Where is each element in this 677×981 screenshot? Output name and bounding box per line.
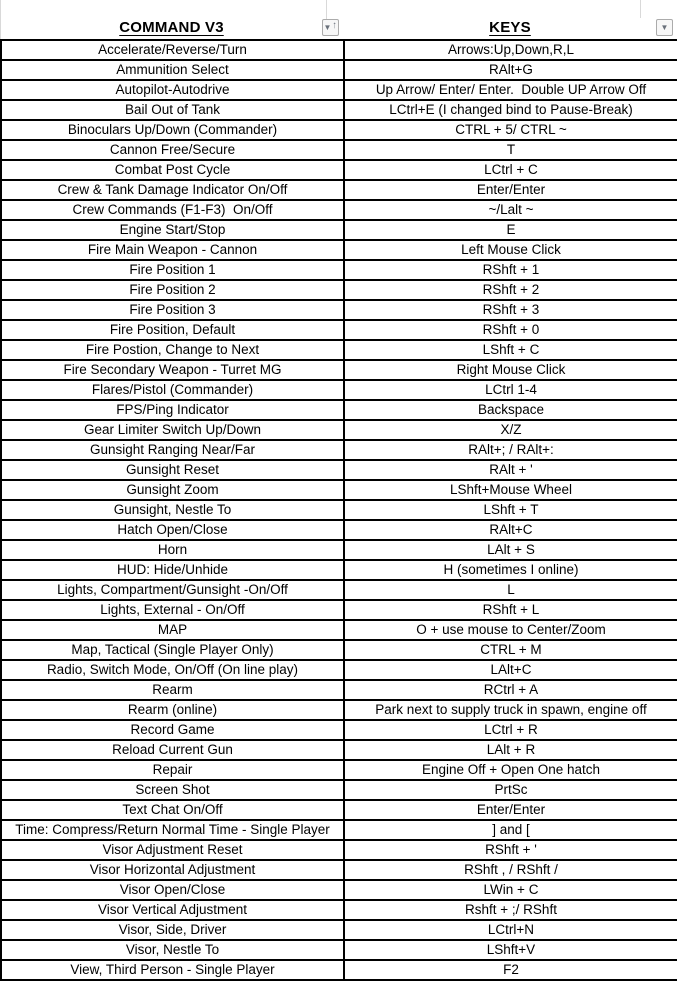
command-cell[interactable]: Record Game xyxy=(1,720,344,740)
table-row xyxy=(1,240,677,260)
command-cell[interactable]: Radio, Switch Mode, On/Off (On line play) xyxy=(1,660,344,680)
table-row xyxy=(1,720,677,740)
keys-cell[interactable]: LCtrl 1-4 xyxy=(344,380,677,400)
keys-cell[interactable]: RShft + 1 xyxy=(344,260,677,280)
table-row xyxy=(1,620,677,640)
command-cell[interactable]: Gunsight, Nestle To xyxy=(1,500,344,520)
command-cell[interactable]: MAP xyxy=(1,620,344,640)
command-cell[interactable]: Crew Commands (F1-F3) On/Off xyxy=(1,200,344,220)
keys-cell[interactable]: RAlt+; / RAlt+: xyxy=(344,440,677,460)
keys-cell[interactable]: Arrows:Up,Down,R,L xyxy=(344,40,677,60)
keys-cell[interactable]: PrtSc xyxy=(344,780,677,800)
sort-dropdown-triangle-icon: ▼ xyxy=(323,22,332,32)
command-sort-filter-button[interactable] xyxy=(322,19,339,36)
keys-cell[interactable]: Left Mouse Click xyxy=(344,240,677,260)
table-row xyxy=(1,420,677,440)
keys-cell[interactable]: ] and [ xyxy=(344,820,677,840)
table-row xyxy=(1,880,677,900)
keys-cell[interactable]: RShft + 2 xyxy=(344,280,677,300)
table-row xyxy=(1,480,677,500)
command-cell[interactable]: Lights, Compartment/Gunsight -On/Off xyxy=(1,580,344,600)
table-row xyxy=(1,160,677,180)
keys-cell[interactable]: LShft + C xyxy=(344,340,677,360)
command-cell[interactable]: View, Third Person - Single Player xyxy=(1,960,344,980)
table-row xyxy=(1,740,677,760)
keys-cell[interactable]: CTRL + M xyxy=(344,640,677,660)
table-row xyxy=(1,920,677,940)
table-row xyxy=(1,140,677,160)
table-row xyxy=(1,780,677,800)
table-row xyxy=(1,460,677,480)
command-cell[interactable]: Fire Position 2 xyxy=(1,280,344,300)
command-cell[interactable]: Visor, Side, Driver xyxy=(1,920,344,940)
command-cell[interactable]: Accelerate/Reverse/Turn xyxy=(1,40,344,60)
command-cell[interactable]: Rearm (online) xyxy=(1,700,344,720)
command-cell[interactable]: HUD: Hide/Unhide xyxy=(1,560,344,580)
table-row xyxy=(1,380,677,400)
table-row xyxy=(1,80,677,100)
command-cell[interactable]: Time: Compress/Return Normal Time - Single Player xyxy=(1,820,344,840)
keys-cell[interactable]: Enter/Enter xyxy=(344,180,677,200)
command-cell[interactable]: Fire Position, Default xyxy=(1,320,344,340)
keys-cell[interactable]: Enter/Enter xyxy=(344,800,677,820)
keys-cell[interactable]: LAlt + R xyxy=(344,740,677,760)
command-cell[interactable]: Visor Vertical Adjustment xyxy=(1,900,344,920)
keys-cell[interactable]: RAlt + ' xyxy=(344,460,677,480)
command-cell[interactable]: Gunsight Reset xyxy=(1,460,344,480)
keys-cell[interactable]: RShft + L xyxy=(344,600,677,620)
table-row xyxy=(1,340,677,360)
table-header xyxy=(0,0,677,39)
filter-dropdown-triangle-icon: ▼ xyxy=(660,22,669,32)
keys-cell[interactable]: CTRL + 5/ CTRL ~ xyxy=(344,120,677,140)
table-row xyxy=(1,540,677,560)
table-row xyxy=(1,940,677,960)
keys-cell[interactable]: RAlt+G xyxy=(344,60,677,80)
command-cell[interactable]: Reload Current Gun xyxy=(1,740,344,760)
keys-cell[interactable]: Up Arrow/ Enter/ Enter. Double UP Arrow Off xyxy=(344,80,677,100)
command-cell[interactable]: Combat Post Cycle xyxy=(1,160,344,180)
table-row xyxy=(1,180,677,200)
keys-cell[interactable]: F2 xyxy=(344,960,677,980)
table-row xyxy=(1,200,677,220)
keys-cell[interactable]: RShft + 3 xyxy=(344,300,677,320)
table-row xyxy=(1,580,677,600)
table-row xyxy=(1,280,677,300)
command-cell[interactable]: Gear Limiter Switch Up/Down xyxy=(1,420,344,440)
keys-cell[interactable]: Rshft + ;/ RShft xyxy=(344,900,677,920)
keys-cell[interactable]: L xyxy=(344,580,677,600)
command-cell[interactable]: Visor Adjustment Reset xyxy=(1,840,344,860)
command-cell[interactable]: Visor, Nestle To xyxy=(1,940,344,960)
keys-cell[interactable]: LCtrl + C xyxy=(344,160,677,180)
keys-cell[interactable]: Backspace xyxy=(344,400,677,420)
command-cell[interactable]: Autopilot-Autodrive xyxy=(1,80,344,100)
column-header-keys[interactable] xyxy=(343,0,677,39)
keys-cell[interactable]: T xyxy=(344,140,677,160)
table-row xyxy=(1,400,677,420)
keys-cell[interactable]: RShft , / RShft / xyxy=(344,860,677,880)
command-cell[interactable]: Map, Tactical (Single Player Only) xyxy=(1,640,344,660)
table-row xyxy=(1,100,677,120)
keys-cell[interactable]: Right Mouse Click xyxy=(344,360,677,380)
keys-cell[interactable]: Park next to supply truck in spawn, engine off xyxy=(344,700,677,720)
command-cell[interactable]: Fire Main Weapon - Cannon xyxy=(1,240,344,260)
command-column-label: COMMAND V3 xyxy=(119,19,224,36)
keys-cell[interactable]: LShft+Mouse Wheel xyxy=(344,480,677,500)
keys-column-label: KEYS xyxy=(489,19,531,36)
table-row xyxy=(1,840,677,860)
table-row xyxy=(1,820,677,840)
keys-cell[interactable]: X/Z xyxy=(344,420,677,440)
command-cell[interactable]: Crew & Tank Damage Indicator On/Off xyxy=(1,180,344,200)
keybind-table xyxy=(0,39,677,981)
keys-cell[interactable]: ~/Lalt ~ xyxy=(344,200,677,220)
command-cell[interactable]: Engine Start/Stop xyxy=(1,220,344,240)
table-row xyxy=(1,520,677,540)
command-cell[interactable]: Repair xyxy=(1,760,344,780)
keys-cell[interactable]: RShft + 0 xyxy=(344,320,677,340)
keys-cell[interactable]: LAlt+C xyxy=(344,660,677,680)
column-header-command[interactable] xyxy=(0,0,343,39)
command-cell[interactable]: Screen Shot xyxy=(1,780,344,800)
command-cell[interactable]: Binoculars Up/Down (Commander) xyxy=(1,120,344,140)
table-row xyxy=(1,440,677,460)
command-cell[interactable]: Lights, External - On/Off xyxy=(1,600,344,620)
table-row xyxy=(1,960,677,980)
command-cell[interactable]: Fire Postion, Change to Next xyxy=(1,340,344,360)
table-row xyxy=(1,500,677,520)
keys-cell[interactable]: RCtrl + A xyxy=(344,680,677,700)
command-cell[interactable]: Rearm xyxy=(1,680,344,700)
table-row xyxy=(1,300,677,320)
keys-cell[interactable]: LShft + T xyxy=(344,500,677,520)
keys-cell[interactable]: RShft + ' xyxy=(344,840,677,860)
table-row xyxy=(1,560,677,580)
keys-cell[interactable]: H (sometimes I online) xyxy=(344,560,677,580)
table-row xyxy=(1,320,677,340)
command-cell[interactable]: Text Chat On/Off xyxy=(1,800,344,820)
table-row xyxy=(1,860,677,880)
table-row xyxy=(1,360,677,380)
table-row xyxy=(1,60,677,80)
table-row xyxy=(1,120,677,140)
keys-cell[interactable]: O + use mouse to Center/Zoom xyxy=(344,620,677,640)
table-row xyxy=(1,680,677,700)
command-cell[interactable]: Horn xyxy=(1,540,344,560)
command-cell[interactable]: Bail Out of Tank xyxy=(1,100,344,120)
table-row xyxy=(1,260,677,280)
command-cell[interactable]: Gunsight Ranging Near/Far xyxy=(1,440,344,460)
command-cell[interactable]: Visor Horizontal Adjustment xyxy=(1,860,344,880)
keys-cell[interactable]: LShft+V xyxy=(344,940,677,960)
table-row xyxy=(1,660,677,680)
command-cell[interactable]: Fire Position 3 xyxy=(1,300,344,320)
command-cell[interactable]: FPS/Ping Indicator xyxy=(1,400,344,420)
table-row xyxy=(1,700,677,720)
keys-cell[interactable]: RAlt+C xyxy=(344,520,677,540)
keys-cell[interactable]: E xyxy=(344,220,677,240)
keys-cell[interactable]: LWin + C xyxy=(344,880,677,900)
keys-cell[interactable]: LCtrl + R xyxy=(344,720,677,740)
command-cell[interactable]: Fire Secondary Weapon - Turret MG xyxy=(1,360,344,380)
keys-cell[interactable]: LCtrl+N xyxy=(344,920,677,940)
command-cell[interactable]: Ammunition Select xyxy=(1,60,344,80)
table-row xyxy=(1,900,677,920)
table-body xyxy=(1,40,677,980)
command-cell[interactable]: Gunsight Zoom xyxy=(1,480,344,500)
command-cell[interactable]: Cannon Free/Secure xyxy=(1,140,344,160)
keys-cell[interactable]: LCtrl+E (I changed bind to Pause-Break) xyxy=(344,100,677,120)
keys-cell[interactable]: Engine Off + Open One hatch xyxy=(344,760,677,780)
command-cell[interactable]: Visor Open/Close xyxy=(1,880,344,900)
sort-ascending-arrow-icon: ↑ xyxy=(332,20,337,31)
table-row xyxy=(1,220,677,240)
keys-cell[interactable]: LAlt + S xyxy=(344,540,677,560)
table-row xyxy=(1,800,677,820)
command-cell[interactable]: Flares/Pistol (Commander) xyxy=(1,380,344,400)
command-cell[interactable]: Fire Position 1 xyxy=(1,260,344,280)
table-row xyxy=(1,760,677,780)
table-row xyxy=(1,40,677,60)
table-row xyxy=(1,600,677,620)
table-row xyxy=(1,640,677,660)
command-cell[interactable]: Hatch Open/Close xyxy=(1,520,344,540)
keys-filter-button[interactable] xyxy=(656,19,673,36)
